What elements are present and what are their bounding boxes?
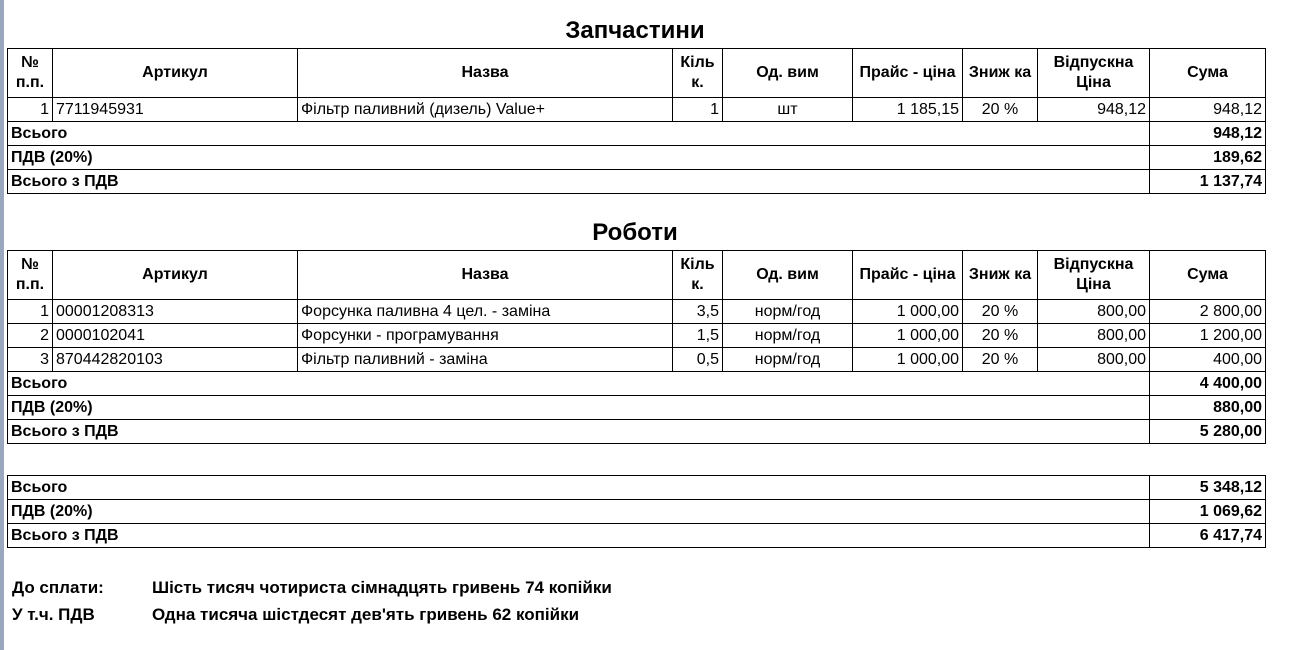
total-with-vat-label: Всього з ПДВ [8,170,1150,194]
header-article: Артикул [53,49,298,98]
vat-label: ПДВ (20%) [8,146,1150,170]
total-with-vat-row [8,420,1266,444]
total-label: Всього [8,372,1150,396]
row-net-price: 800,00 [1038,300,1150,324]
total-with-vat-value: 1 137,74 [1150,170,1266,194]
row-name: Фільтр паливний (дизель) Value+ [298,98,673,122]
row-sum: 2 800,00 [1150,300,1266,324]
header-number: № п.п. [8,251,53,300]
vat-label: ПДВ (20%) [8,396,1150,420]
row-price: 1 000,00 [853,348,963,372]
grand-vat-row [8,500,1266,524]
header-price: Прайс - ціна [853,49,963,98]
header-discount: Зниж ка [963,49,1038,98]
amount-due-label: До сплати: [12,578,104,597]
amount-due-line [12,578,612,598]
vat-included-line [12,605,579,625]
row-name: Фільтр паливний - заміна [298,348,673,372]
row-discount: 20 % [963,300,1038,324]
header-price: Прайс - ціна [853,251,963,300]
row-net-price: 800,00 [1038,348,1150,372]
row-sum: 400,00 [1150,348,1266,372]
row-sum: 948,12 [1150,98,1266,122]
grand-total-row [8,476,1266,500]
header-net-price: Відпускна Ціна [1038,49,1150,98]
total-with-vat-label: Всього з ПДВ [8,420,1150,444]
row-price: 1 000,00 [853,300,963,324]
header-sum: Сума [1150,251,1266,300]
row-article: 00001208313 [53,300,298,324]
parts-table [7,48,1266,194]
header-unit: Од. вим [723,49,853,98]
row-sum: 1 200,00 [1150,324,1266,348]
row-name: Форсунка паливна 4 цел. - заміна [298,300,673,324]
table-header-row [8,49,1266,98]
header-name: Назва [298,49,673,98]
row-article: 870442820103 [53,348,298,372]
row-net-price: 948,12 [1038,98,1150,122]
row-net-price: 800,00 [1038,324,1150,348]
row-qty: 3,5 [673,300,723,324]
row-unit: норм/год [723,300,853,324]
header-unit: Од. вим [723,251,853,300]
amount-due-words: Шість тисяч чотириста сімнадцять гривень 74 копійки [152,578,612,597]
grand-total-table [7,475,1266,548]
header-name: Назва [298,251,673,300]
row-unit: шт [723,98,853,122]
row-qty: 1,5 [673,324,723,348]
row-unit: норм/год [723,348,853,372]
header-discount: Зниж ка [963,251,1038,300]
row-name: Форсунки - програмування [298,324,673,348]
row-qty: 0,5 [673,348,723,372]
row-discount: 20 % [963,98,1038,122]
grand-total-value: 5 348,12 [1150,476,1266,500]
table-row [8,300,1266,324]
vat-value: 189,62 [1150,146,1266,170]
total-value: 4 400,00 [1150,372,1266,396]
grand-vat-value: 1 069,62 [1150,500,1266,524]
row-number: 1 [8,98,53,122]
works-table [7,250,1266,444]
vat-included-words: Одна тисяча шістдесят дев'ять гривень 62 копійки [152,605,580,624]
header-qty: Кіль к. [673,251,723,300]
row-price: 1 185,15 [853,98,963,122]
window-left-edge [0,0,4,650]
row-qty: 1 [673,98,723,122]
table-row [8,324,1266,348]
row-number: 2 [8,324,53,348]
row-discount: 20 % [963,348,1038,372]
vat-row [8,396,1266,420]
parts-section-title: Запчастини [565,17,705,44]
header-qty: Кіль к. [673,49,723,98]
header-article: Артикул [53,251,298,300]
row-number: 3 [8,348,53,372]
header-sum: Сума [1150,49,1266,98]
row-price: 1 000,00 [853,324,963,348]
total-row [8,372,1266,396]
row-unit: норм/год [723,324,853,348]
grand-total-with-vat-row [8,524,1266,548]
total-with-vat-row [8,170,1266,194]
grand-vat-label: ПДВ (20%) [8,500,1150,524]
total-with-vat-value: 5 280,00 [1150,420,1266,444]
header-number: № п.п. [8,49,53,98]
vat-included-label: У т.ч. ПДВ [12,605,95,624]
row-discount: 20 % [963,324,1038,348]
grand-total-label: Всього [8,476,1150,500]
header-net-price: Відпускна Ціна [1038,251,1150,300]
table-row [8,348,1266,372]
total-value: 948,12 [1150,122,1266,146]
total-row [8,122,1266,146]
table-row [8,98,1266,122]
row-article: 0000102041 [53,324,298,348]
vat-row [8,146,1266,170]
vat-value: 880,00 [1150,396,1266,420]
row-article: 7711945931 [53,98,298,122]
total-label: Всього [8,122,1150,146]
grand-total-with-vat-label: Всього з ПДВ [8,524,1150,548]
works-section-title: Роботи [592,219,678,246]
grand-total-with-vat-value: 6 417,74 [1150,524,1266,548]
table-header-row [8,251,1266,300]
row-number: 1 [8,300,53,324]
